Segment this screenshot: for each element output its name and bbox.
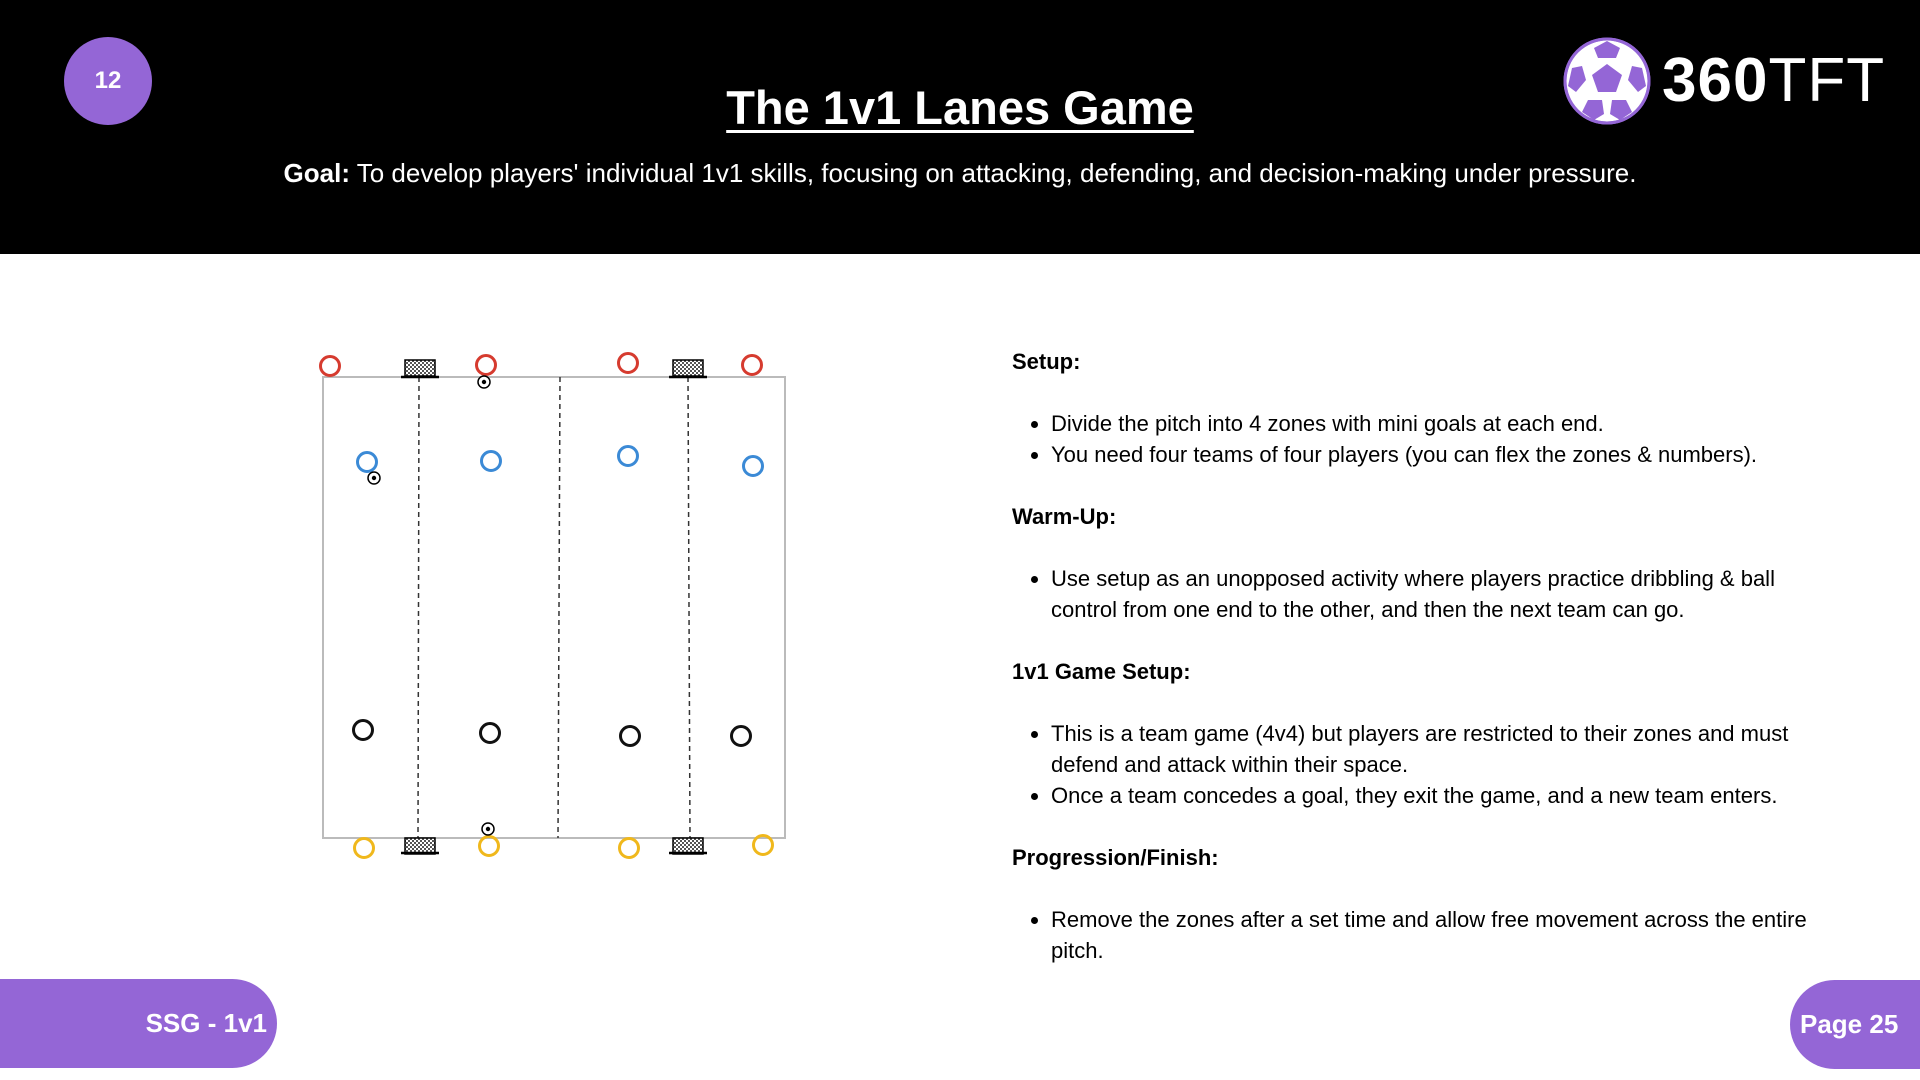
- player-blue: [619, 447, 638, 466]
- list-item: • Once a team concedes a goal, they exit the game, and a new team enters.: [1051, 780, 1812, 811]
- ball-icon: [482, 823, 494, 835]
- logo-wordmark-light: TFT: [1768, 46, 1886, 115]
- mini-goal: [401, 360, 439, 377]
- logo-wordmark-bold: 360: [1662, 46, 1769, 115]
- player-red: [743, 356, 762, 375]
- player-red: [477, 356, 496, 375]
- logo-wordmark: [1662, 46, 1886, 115]
- goal-label: Goal:: [283, 158, 350, 188]
- section-heading-game-setup: 1v1 Game Setup:: [1012, 659, 1191, 684]
- player-black: [732, 727, 751, 746]
- mini-goal: [669, 360, 707, 377]
- setup-list: [1012, 408, 1812, 470]
- instructions-panel: [1012, 346, 1812, 997]
- mini-goal: [401, 838, 439, 854]
- player-blue: [744, 457, 763, 476]
- goal-description: To develop players' individual 1v1 skills, focusing on attacking, defending, and decision-making under pressure.: [349, 158, 1637, 188]
- list-item: • Use setup as an unopposed activity where players practice dribbling & ball control from one end to the other, and then the next team can go.: [1051, 563, 1812, 625]
- soccer-ball-icon: [1562, 36, 1652, 126]
- game-setup-list: [1012, 718, 1812, 811]
- zone-divider: [688, 377, 690, 838]
- progression-list: [1012, 904, 1812, 966]
- page-number-badge: 12: [64, 37, 152, 125]
- zone-divider: [418, 377, 419, 838]
- player-red: [321, 357, 340, 376]
- section-label-tab: SSG - 1v1: [0, 979, 277, 1068]
- page-title: The 1v1 Lanes Game: [726, 81, 1194, 134]
- section-heading-progression: Progression/Finish:: [1012, 845, 1219, 870]
- list-item: • You need four teams of four players (you can flex the zones & numbers).: [1051, 439, 1812, 470]
- player-blue: [482, 452, 501, 471]
- pitch-boundary: [323, 377, 785, 838]
- player-black: [354, 721, 373, 740]
- lanes-pitch-diagram: [300, 340, 820, 870]
- header-bar: [0, 0, 1920, 254]
- player-yellow: [355, 839, 374, 858]
- warm-up-list: [1012, 563, 1812, 625]
- player-yellow: [620, 839, 639, 858]
- list-item: • Divide the pitch into 4 zones with mini goals at each end.: [1051, 408, 1812, 439]
- list-item: • Remove the zones after a set time and allow free movement across the entire pitch.: [1051, 904, 1812, 966]
- player-yellow: [480, 837, 499, 856]
- player-black: [481, 724, 500, 743]
- list-item: • This is a team game (4v4) but players are restricted to their zones and must defend and attack within their space.: [1051, 718, 1812, 780]
- mini-goal: [669, 838, 707, 854]
- page-indicator-tab: Page 25: [1790, 980, 1920, 1069]
- player-red: [619, 354, 638, 373]
- section-heading-setup: Setup:: [1012, 349, 1081, 374]
- zone-divider: [558, 377, 560, 838]
- goal-text: [0, 158, 1920, 189]
- brand-logo: [1562, 36, 1885, 126]
- section-heading-warm-up: Warm-Up:: [1012, 504, 1117, 529]
- player-blue: [358, 453, 377, 472]
- player-black: [621, 727, 640, 746]
- ball-icon: [478, 376, 490, 388]
- ball-icon: [368, 472, 380, 484]
